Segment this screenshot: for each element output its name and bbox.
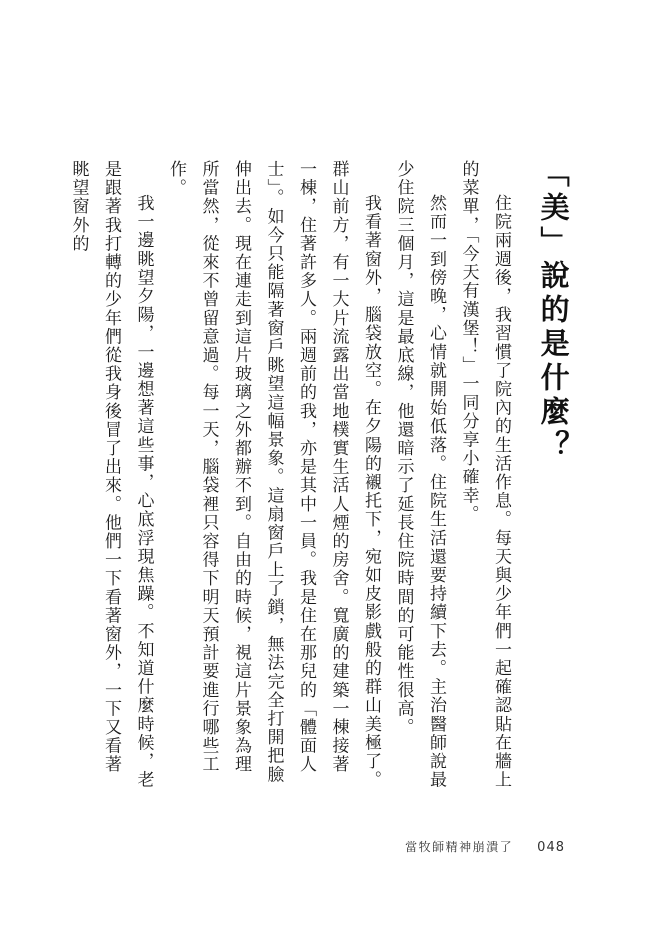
paragraph: 然而一到傍晚，心情就開始低落。住院生活還要持續下去。主治醫師說最少住院三個月，這是最底線，他還暗示了延長住院時間的可能性很高。 [393,160,446,790]
paragraph: 我看著窗外，腦袋放空。在夕陽的襯托下，宛如皮影戲般的群山美極了。群山前方，有一大片流露出當地樸實生活人煙的房舍。寬廣的建築一棟接著一棟，住著許多人。兩週前的我，亦是其中一員。我是住在那兒的「體面人士」。如今只能隔著窗戶眺望這幅景象。這扇窗戶上了鎖，無法完全打開把臉伸出去。現在連走到這片玻璃之外都辦不到。自由的時候，視這片景象為理所當然，從來不曾留意過。每一天，腦袋裡只容得下明天預計要進行哪些工作。 [166,160,381,790]
paragraph: 我一邊眺望夕陽，一邊想著這些事，心底浮現焦躁。不知道什麼時候，老是跟著我打轉的少年們從我身後冒了出來。他們一下看著窗外，一下又看著眺望窗外的 [68,160,154,790]
page-number: 048 [537,840,565,855]
running-footer-book-title: 當牧師精神崩潰了 [405,840,514,854]
paragraph: 住院兩週後，我習慣了院內的生活作息。每天與少年們一起確認貼在牆上的菜單，「今天有漢堡！」一同分享小確幸。 [458,160,511,790]
chapter-title: 「美」說的是什麼？ [536,158,571,464]
body-text [62,160,517,790]
page-footer [405,838,565,855]
